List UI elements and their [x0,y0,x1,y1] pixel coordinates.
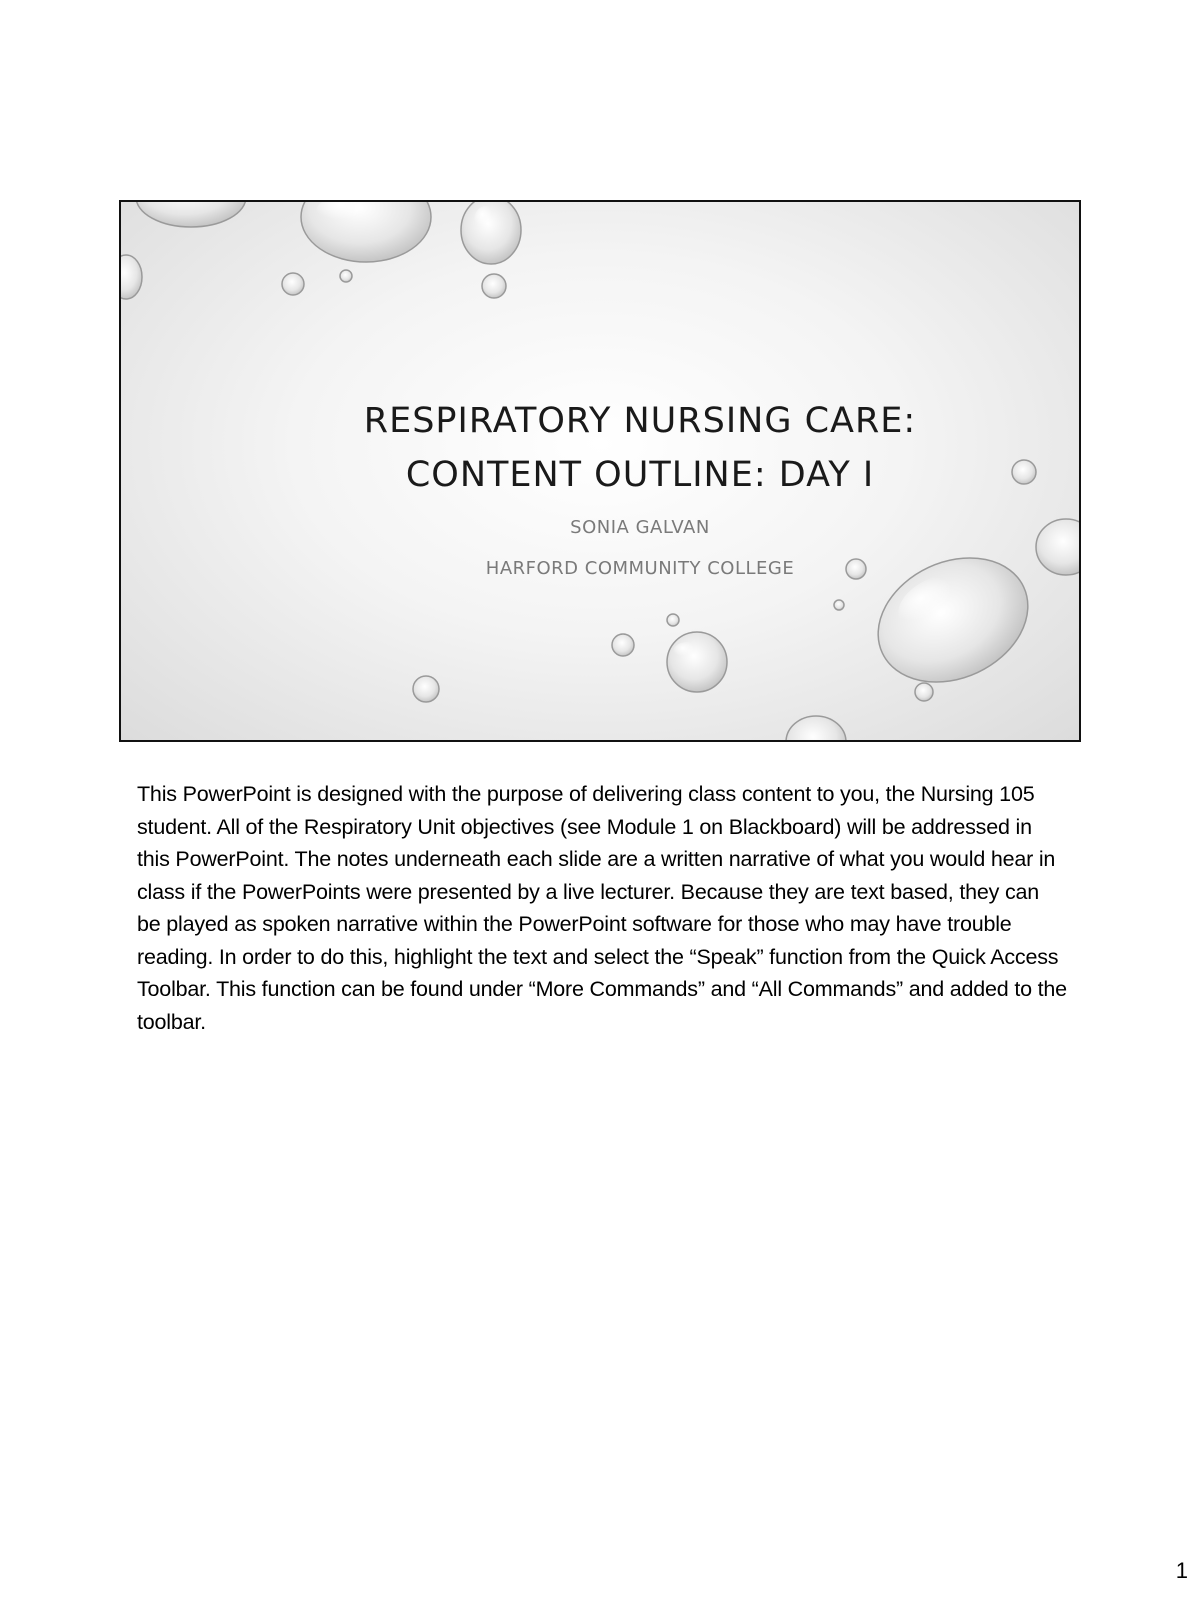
drop [413,460,1079,740]
slide-title-line-1: RESPIRATORY NURSING CARE: [363,401,917,441]
slide-title [121,394,1079,502]
speaker-notes: This PowerPoint is designed with the purpose of delivering class content to you, the Nursing 105 student. All of the Respiratory Unit objectives (see Module 1 on Blackboard) will be addressed in this PowerPoint. The notes underneath each slide are a written narrative of what you would hear in class if the PowerPoints were presented by a live lecturer. Because they are text based, they can be played as spoken narrative within the PowerPoint software for those who may have trouble reading. In order to do this, highlight the text and select the “Speak” function from the Quick Access Toolbar. This function can be found under “More Commands” and “All Commands” and added to the toolbar. [137,782,1067,1034]
page-number: 1 [1175,1558,1188,1583]
slide-thumbnail [119,200,1081,742]
slide-title-line-2: CONTENT OUTLINE: DAY I [405,455,875,495]
presenter-name: SONIA GALVAN [570,517,710,538]
institution-name: HARFORD COMMUNITY COLLEGE [485,558,795,579]
